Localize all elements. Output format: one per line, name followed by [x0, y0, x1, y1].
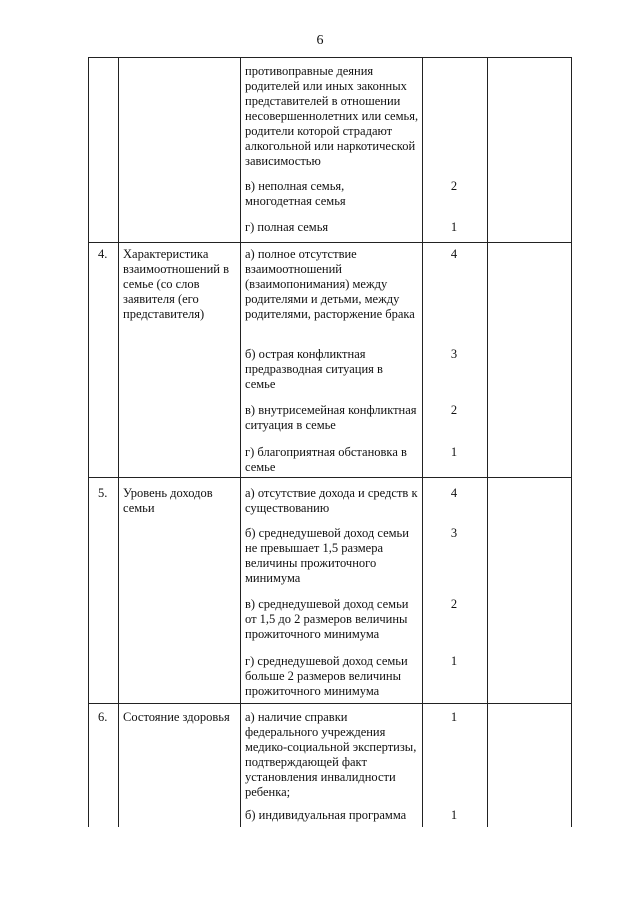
option-text: а) наличие справки федерального учреждения медико-социальной экспертизы, подтверждающей факт установления инвалидности ребенка;	[245, 710, 417, 799]
column-divider-criterion	[240, 57, 241, 827]
option-score: 2	[450, 179, 458, 193]
criterion-text: Уровень доходов семьи	[123, 486, 213, 515]
row-divider	[88, 703, 572, 704]
column-divider-number	[118, 57, 119, 827]
option-text: г) благоприятная обстановка в семье	[245, 445, 407, 474]
criterion-text: Характеристика взаимоотношений в семье (со слов заявителя (его представителя)	[123, 247, 229, 321]
option-text: а) отсутствие дохода и средств к существованию	[245, 486, 418, 515]
option-score: 3	[450, 526, 458, 540]
option-text: г) среднедушевой доход семьи больше 2 размеров величины прожиточного минимума	[245, 654, 408, 698]
criterion-text: Состояние здоровья	[123, 710, 230, 724]
row-number: 6.	[98, 710, 108, 724]
page-number: 6	[316, 33, 324, 48]
option-text: б) острая конфликтная предразводная ситуация в семье	[245, 347, 383, 391]
row-number: 5.	[98, 486, 108, 500]
option-score: 3	[450, 347, 458, 361]
option-text: г) полная семья	[245, 220, 329, 234]
option-score: 1	[450, 220, 458, 234]
option-score: 2	[450, 597, 458, 611]
table-border-left	[88, 57, 89, 827]
row-divider	[88, 242, 572, 243]
option-score: 1	[450, 808, 458, 822]
option-text: б) среднедушевой доход семьи не превышает 1,5 размера величины прожиточного минимума	[245, 526, 409, 585]
option-score: 1	[450, 445, 458, 459]
criteria-table	[88, 57, 572, 827]
row-number: 4.	[98, 247, 108, 261]
option-text: а) полное отсутствие взаимоотношений (взаимопонимания) между родителями и детьми, между родителями, расторжение брака	[245, 247, 415, 321]
column-divider-option	[422, 57, 423, 827]
option-text: в) неполная семья, многодетная семья	[245, 179, 346, 208]
option-text: б) индивидуальная программа	[245, 808, 407, 822]
table-border-right	[571, 57, 572, 827]
column-divider-score	[487, 57, 488, 827]
table-border-top	[88, 57, 572, 58]
option-score: 1	[450, 710, 458, 724]
option-text: противоправные деяния родителей или иных законных представителей в отношении несовершеннолетних или семья, родители которой страдают алкогольной или наркотической зависимостью	[245, 64, 419, 168]
option-score: 1	[450, 654, 458, 668]
option-score: 2	[450, 403, 458, 417]
option-score: 4	[450, 486, 458, 500]
option-text: в) внутрисемейная конфликтная ситуация в семье	[245, 403, 417, 432]
option-score: 4	[450, 247, 458, 261]
option-text: в) среднедушевой доход семьи от 1,5 до 2 размеров величины прожиточного минимума	[245, 597, 409, 641]
row-divider	[88, 477, 572, 478]
